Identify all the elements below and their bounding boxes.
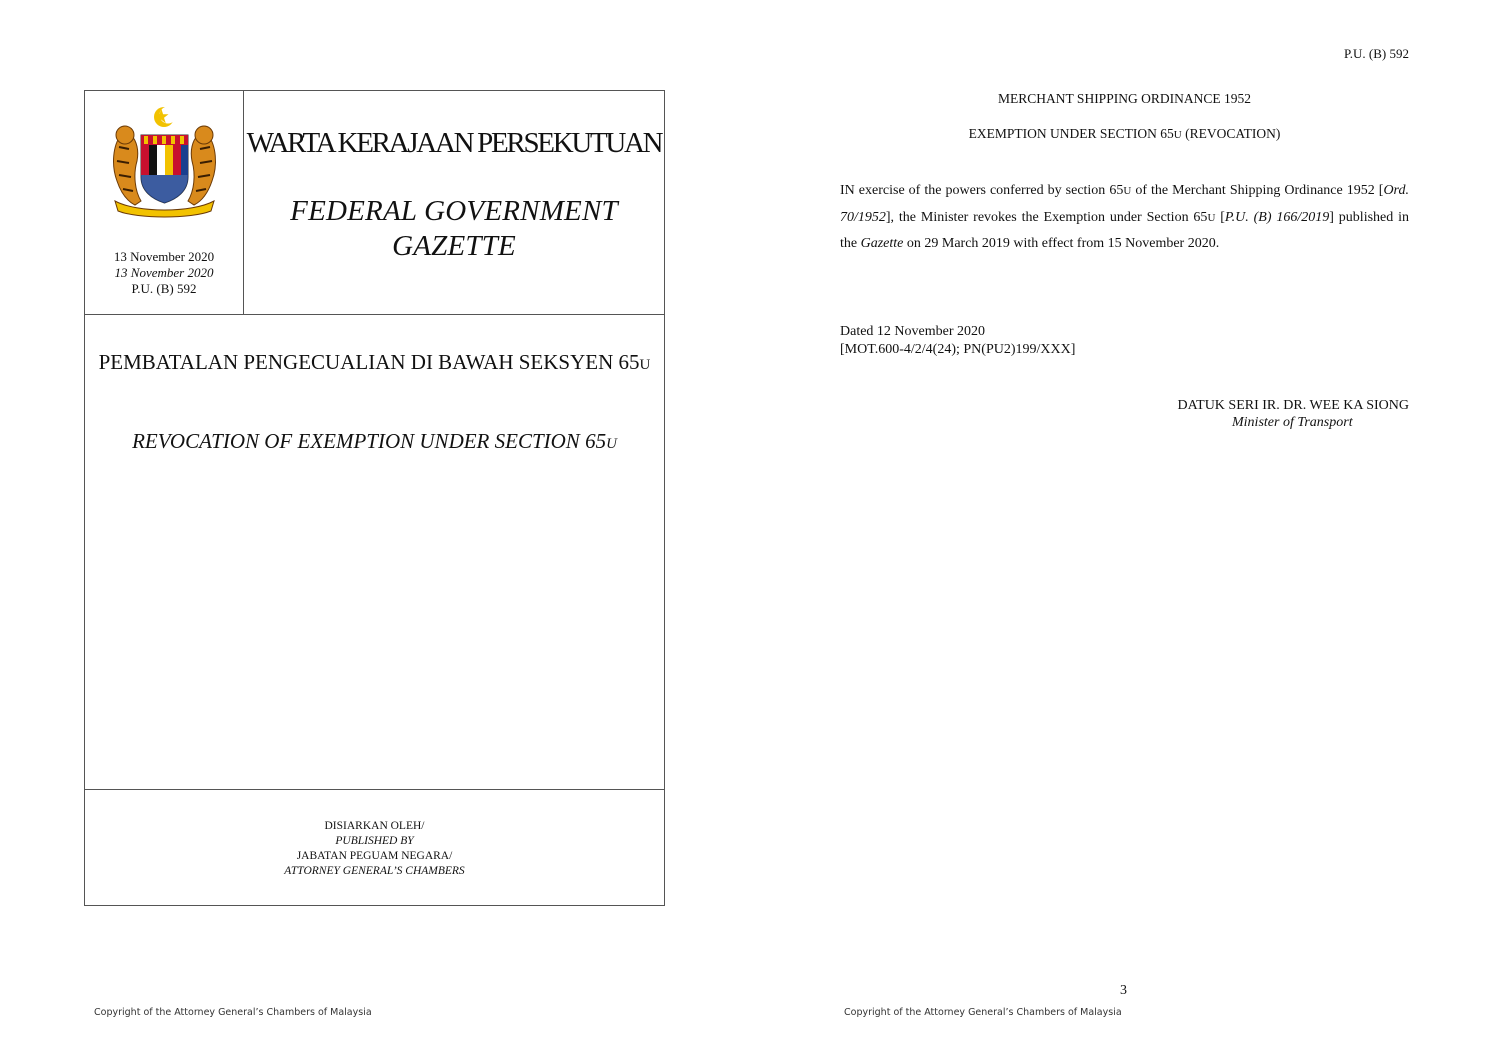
signer-title: Minister of Transport [1232, 415, 1353, 430]
title-english-suffix: U [606, 436, 617, 452]
title-english-text: REVOCATION OF EXEMPTION UNDER SECTION 65 [132, 429, 607, 453]
exemption-title-prefix: EXEMPTION UNDER SECTION 65 [968, 126, 1174, 141]
para-citation-pu: P.U. (B) 166/2019 [1224, 209, 1330, 225]
para-text-4: [ [1215, 209, 1225, 225]
publisher-english-label: PUBLISHED BY [335, 835, 414, 847]
para-text-1: IN exercise of the powers conferred by section 65 [840, 183, 1124, 198]
para-gazette: Gazette [860, 236, 904, 251]
cover-titles [85, 314, 664, 790]
publisher-malay-label: DISIARKAN OLEH/ [324, 820, 425, 832]
dated-line: Dated 12 November 2020 [840, 324, 986, 339]
para-citation-ordinance: Ord. 70/1952 [840, 183, 1409, 225]
act-title: MERCHANT SHIPPING ORDINANCE 1952 [998, 91, 1251, 106]
publisher-block [85, 789, 664, 905]
exemption-title-suffix: U [1173, 129, 1182, 141]
page-header-pu-number: P.U. (B) 592 [1343, 46, 1409, 61]
date-english: 13 November 2020 [114, 265, 214, 280]
crest-cell [85, 91, 244, 314]
body-paragraph [840, 178, 1409, 258]
para-sc-2: U [1207, 211, 1216, 224]
date-malay: 13 November 2020 [113, 249, 215, 264]
cover-header [85, 91, 664, 315]
title-malay-text: PEMBATALAN PENGECUALIAN DI BAWAH SEKSYEN 65 [98, 350, 640, 374]
exemption-title [840, 126, 1409, 142]
masthead-english [244, 194, 664, 264]
dated-block [840, 323, 1075, 359]
signer-name: DATUK SERI IR. DR. WEE KA SIONG [1177, 398, 1409, 413]
title-malay [85, 350, 664, 375]
title-english [85, 429, 664, 454]
masthead [244, 91, 664, 314]
gazette-cover [84, 90, 665, 906]
copyright-right: Copyright of the Attorney General’s Chambers of Malaysia [844, 1007, 1122, 1018]
para-text-2: of the Merchant Shipping Ordinance 1952 [ [1131, 183, 1384, 198]
para-text-3: ], the Minister revokes the Exemption under Section 65 [885, 209, 1208, 225]
page-number: 3 [1120, 983, 1127, 998]
para-text-6: on 29 March 2019 with effect from 15 November 2020. [903, 236, 1220, 251]
title-malay-suffix: U [639, 357, 651, 373]
publisher-english-name: ATTORNEY GENERAL’S CHAMBERS [284, 865, 465, 877]
para-sc-1: U [1123, 185, 1132, 197]
masthead-english-line2: GAZETTE [392, 230, 516, 262]
masthead-english-line1: FEDERAL GOVERNMENT [290, 195, 618, 227]
pu-number: P.U. (B) 592 [131, 281, 197, 296]
coat-of-arms-icon [107, 105, 222, 220]
publisher-malay-name: JABATAN PEGUAM NEGARA/ [296, 850, 453, 862]
reference-line: [MOT.600-4/2/4(24); PN(PU2)199/XXX] [840, 342, 1076, 357]
cover-dates [85, 249, 243, 297]
masthead-malay: WARTA KERAJAAN PERSEKUTUAN [246, 127, 662, 159]
exemption-title-end: (REVOCATION) [1181, 126, 1281, 141]
copyright-left: Copyright of the Attorney General’s Chambers of Malaysia [94, 1007, 372, 1018]
para-text-5: ] published in the [840, 209, 1409, 251]
